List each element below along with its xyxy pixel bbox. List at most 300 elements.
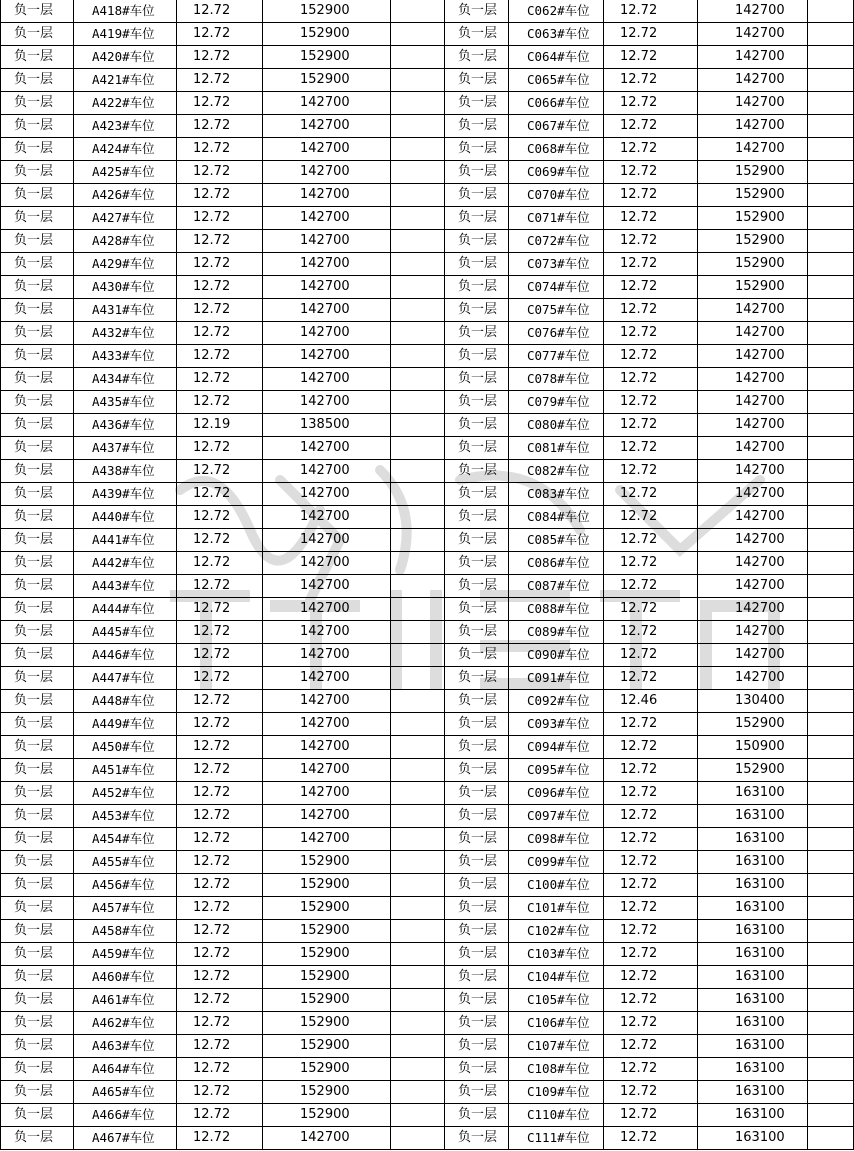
note-cell [391,1081,445,1104]
table-row [1,759,854,782]
price-cell: 142700 [698,667,808,690]
floor-cell: 负一层 [445,92,509,115]
note-cell [391,1035,445,1058]
area-cell: 12.72 [177,828,263,851]
space-code-cell: A434#车位 [74,368,177,391]
note-cell [808,1012,854,1035]
note-cell [391,322,445,345]
floor-cell: 负一层 [445,138,509,161]
space-code-cell: C069#车位 [509,161,604,184]
note-cell [391,483,445,506]
space-code-cell: C082#车位 [509,460,604,483]
note-cell [391,966,445,989]
area-cell: 12.72 [177,989,263,1012]
floor-cell: 负一层 [1,598,74,621]
floor-cell: 负一层 [1,1104,74,1127]
note-cell [391,920,445,943]
floor-cell: 负一层 [445,598,509,621]
note-cell [391,230,445,253]
space-code-cell: C064#车位 [509,46,604,69]
price-cell: 142700 [698,391,808,414]
space-code-cell: A421#车位 [74,69,177,92]
table-row [1,483,854,506]
space-code-cell: A419#车位 [74,23,177,46]
price-cell: 152900 [263,1058,391,1081]
area-cell: 12.72 [177,897,263,920]
space-code-cell: C109#车位 [509,1081,604,1104]
area-cell: 12.72 [177,23,263,46]
note-cell [391,460,445,483]
floor-cell: 负一层 [1,621,74,644]
area-cell: 12.72 [177,437,263,460]
space-code-cell: C079#车位 [509,391,604,414]
price-cell: 142700 [263,276,391,299]
table-row [1,598,854,621]
area-cell: 12.72 [604,989,698,1012]
space-code-cell: A462#车位 [74,1012,177,1035]
space-code-cell: C111#车位 [509,1127,604,1150]
area-cell: 12.46 [604,690,698,713]
price-cell: 163100 [698,1058,808,1081]
floor-cell: 负一层 [1,851,74,874]
note-cell [391,368,445,391]
area-cell: 12.72 [177,529,263,552]
floor-cell: 负一层 [1,552,74,575]
floor-cell: 负一层 [445,805,509,828]
area-cell: 12.72 [604,736,698,759]
floor-cell: 负一层 [1,920,74,943]
table-row [1,920,854,943]
space-code-cell: A461#车位 [74,989,177,1012]
space-code-cell: C072#车位 [509,230,604,253]
table-row [1,989,854,1012]
note-cell [391,621,445,644]
table-row [1,0,854,23]
table-row [1,575,854,598]
area-cell: 12.72 [604,920,698,943]
table-row [1,1104,854,1127]
area-cell: 12.72 [177,460,263,483]
price-cell: 142700 [263,598,391,621]
table-row [1,161,854,184]
note-cell [391,713,445,736]
note-cell [391,943,445,966]
area-cell: 12.72 [177,598,263,621]
area-cell: 12.72 [177,483,263,506]
price-cell: 142700 [698,506,808,529]
floor-cell: 负一层 [445,46,509,69]
price-cell: 142700 [263,230,391,253]
price-cell: 142700 [263,713,391,736]
space-code-cell: A445#车位 [74,621,177,644]
price-cell: 152900 [698,184,808,207]
note-cell [391,506,445,529]
space-code-cell: C073#车位 [509,253,604,276]
price-cell: 163100 [698,1035,808,1058]
space-code-cell: A430#车位 [74,276,177,299]
area-cell: 12.72 [177,46,263,69]
area-cell: 12.72 [604,805,698,828]
floor-cell: 负一层 [445,690,509,713]
area-cell: 12.72 [177,782,263,805]
floor-cell: 负一层 [1,897,74,920]
price-cell: 142700 [263,322,391,345]
area-cell: 12.72 [177,161,263,184]
area-cell: 12.72 [177,1127,263,1150]
floor-cell: 负一层 [445,736,509,759]
note-cell [391,345,445,368]
floor-cell: 负一层 [1,207,74,230]
note-cell [391,690,445,713]
space-code-cell: A455#车位 [74,851,177,874]
area-cell: 12.72 [177,690,263,713]
space-code-cell: C086#车位 [509,552,604,575]
space-code-cell: A463#车位 [74,1035,177,1058]
price-cell: 142700 [698,0,808,23]
floor-cell: 负一层 [445,23,509,46]
space-code-cell: A464#车位 [74,1058,177,1081]
space-code-cell: C078#车位 [509,368,604,391]
note-cell [391,736,445,759]
note-cell [391,276,445,299]
area-cell: 12.72 [604,1058,698,1081]
note-cell [808,598,854,621]
area-cell: 12.72 [604,184,698,207]
note-cell [808,161,854,184]
price-cell: 142700 [263,828,391,851]
table-row [1,115,854,138]
note-cell [808,69,854,92]
space-code-cell: C080#车位 [509,414,604,437]
table-row [1,460,854,483]
floor-cell: 负一层 [445,667,509,690]
note-cell [808,989,854,1012]
floor-cell: 负一层 [445,920,509,943]
area-cell: 12.72 [177,851,263,874]
area-cell: 12.72 [177,322,263,345]
price-cell: 142700 [698,414,808,437]
price-cell: 142700 [698,115,808,138]
note-cell [808,391,854,414]
space-code-cell: C062#车位 [509,0,604,23]
floor-cell: 负一层 [1,1058,74,1081]
area-cell: 12.72 [604,552,698,575]
floor-cell: 负一层 [1,529,74,552]
floor-cell: 负一层 [445,69,509,92]
price-cell: 142700 [263,575,391,598]
floor-cell: 负一层 [1,690,74,713]
price-cell: 142700 [698,138,808,161]
note-cell [808,207,854,230]
note-cell [808,437,854,460]
space-code-cell: A459#车位 [74,943,177,966]
table-row [1,1035,854,1058]
table-row [1,828,854,851]
space-code-cell: A460#车位 [74,966,177,989]
note-cell [391,299,445,322]
space-code-cell: A422#车位 [74,92,177,115]
space-code-cell: A456#车位 [74,874,177,897]
floor-cell: 负一层 [445,782,509,805]
area-cell: 12.72 [177,874,263,897]
price-cell: 142700 [698,437,808,460]
space-code-cell: C104#车位 [509,966,604,989]
table-row [1,782,854,805]
price-cell: 142700 [263,690,391,713]
floor-cell: 负一层 [445,1127,509,1150]
floor-cell: 负一层 [1,713,74,736]
note-cell [808,483,854,506]
space-code-cell: C107#车位 [509,1035,604,1058]
note-cell [808,322,854,345]
space-code-cell: A427#车位 [74,207,177,230]
space-code-cell: C102#车位 [509,920,604,943]
space-code-cell: A457#车位 [74,897,177,920]
space-code-cell: A446#车位 [74,644,177,667]
price-cell: 163100 [698,874,808,897]
area-cell: 12.72 [177,805,263,828]
note-cell [391,23,445,46]
space-code-cell: C103#车位 [509,943,604,966]
table-row [1,414,854,437]
price-cell: 138500 [263,414,391,437]
area-cell: 12.72 [604,230,698,253]
area-cell: 12.72 [177,575,263,598]
note-cell [391,1127,445,1150]
table-row [1,230,854,253]
price-cell: 142700 [263,368,391,391]
table-row [1,667,854,690]
area-cell: 12.72 [604,483,698,506]
note-cell [391,0,445,23]
space-code-cell: A437#车位 [74,437,177,460]
table-row [1,529,854,552]
price-cell: 142700 [263,253,391,276]
note-cell [808,46,854,69]
note-cell [808,851,854,874]
area-cell: 12.72 [177,552,263,575]
note-cell [391,92,445,115]
area-cell: 12.72 [604,276,698,299]
space-code-cell: A433#车位 [74,345,177,368]
note-cell [391,115,445,138]
floor-cell: 负一层 [445,230,509,253]
table-row [1,1012,854,1035]
floor-cell: 负一层 [1,414,74,437]
area-cell: 12.72 [177,0,263,23]
area-cell: 12.72 [177,943,263,966]
space-code-cell: A439#车位 [74,483,177,506]
note-cell [808,138,854,161]
floor-cell: 负一层 [445,437,509,460]
area-cell: 12.72 [604,897,698,920]
space-code-cell: A436#车位 [74,414,177,437]
area-cell: 12.72 [177,736,263,759]
floor-cell: 负一层 [445,713,509,736]
space-code-cell: A428#车位 [74,230,177,253]
area-cell: 12.72 [177,966,263,989]
space-code-cell: C094#车位 [509,736,604,759]
floor-cell: 负一层 [1,92,74,115]
floor-cell: 负一层 [445,253,509,276]
note-cell [808,713,854,736]
note-cell [808,575,854,598]
floor-cell: 负一层 [445,1058,509,1081]
price-cell: 142700 [263,391,391,414]
note-cell [808,828,854,851]
price-cell: 163100 [698,782,808,805]
space-code-cell: C090#车位 [509,644,604,667]
space-code-cell: A443#车位 [74,575,177,598]
floor-cell: 负一层 [1,230,74,253]
price-cell: 152900 [263,1104,391,1127]
note-cell [391,874,445,897]
table-row [1,437,854,460]
table-row [1,552,854,575]
table-row [1,874,854,897]
price-cell: 142700 [698,368,808,391]
table-body [1,0,854,1150]
area-cell: 12.72 [604,621,698,644]
floor-cell: 负一层 [445,644,509,667]
note-cell [808,874,854,897]
table-row [1,736,854,759]
price-cell: 142700 [263,92,391,115]
space-code-cell: A432#车位 [74,322,177,345]
area-cell: 12.72 [604,115,698,138]
price-cell: 142700 [698,299,808,322]
table-row [1,69,854,92]
price-cell: 142700 [698,46,808,69]
note-cell [808,966,854,989]
area-cell: 12.72 [604,1012,698,1035]
space-code-cell: C077#车位 [509,345,604,368]
price-cell: 142700 [263,506,391,529]
table-row [1,184,854,207]
price-cell: 152900 [263,989,391,1012]
price-cell: 152900 [263,1081,391,1104]
price-cell: 142700 [698,598,808,621]
price-cell: 163100 [698,828,808,851]
note-cell [808,621,854,644]
area-cell: 12.72 [177,276,263,299]
price-cell: 152900 [263,920,391,943]
table-row [1,851,854,874]
price-cell: 163100 [698,805,808,828]
space-code-cell: C110#车位 [509,1104,604,1127]
price-cell: 163100 [698,897,808,920]
note-cell [808,506,854,529]
floor-cell: 负一层 [1,759,74,782]
space-code-cell: A458#车位 [74,920,177,943]
area-cell: 12.72 [604,828,698,851]
space-code-cell: C068#车位 [509,138,604,161]
table-row [1,322,854,345]
floor-cell: 负一层 [1,1081,74,1104]
floor-cell: 负一层 [1,1012,74,1035]
price-cell: 142700 [263,1127,391,1150]
note-cell [808,0,854,23]
price-cell: 142700 [263,460,391,483]
space-code-cell: C089#车位 [509,621,604,644]
table-row [1,1127,854,1150]
area-cell: 12.72 [604,966,698,989]
space-code-cell: C093#车位 [509,713,604,736]
price-cell: 152900 [263,966,391,989]
area-cell: 12.72 [604,138,698,161]
note-cell [391,805,445,828]
table-row [1,805,854,828]
table-row [1,207,854,230]
price-cell: 152900 [263,46,391,69]
space-code-cell: C100#车位 [509,874,604,897]
space-code-cell: C087#车位 [509,575,604,598]
space-code-cell: C091#车位 [509,667,604,690]
area-cell: 12.72 [177,368,263,391]
space-code-cell: A431#车位 [74,299,177,322]
space-code-cell: C095#车位 [509,759,604,782]
note-cell [391,161,445,184]
area-cell: 12.72 [604,92,698,115]
price-cell: 142700 [263,736,391,759]
space-code-cell: A449#车位 [74,713,177,736]
area-cell: 12.72 [604,644,698,667]
note-cell [391,138,445,161]
note-cell [808,1104,854,1127]
price-cell: 142700 [263,437,391,460]
floor-cell: 负一层 [445,759,509,782]
note-cell [808,230,854,253]
table-row [1,299,854,322]
note-cell [391,575,445,598]
price-cell: 142700 [698,460,808,483]
space-code-cell: A467#车位 [74,1127,177,1150]
note-cell [391,529,445,552]
area-cell: 12.72 [177,184,263,207]
floor-cell: 负一层 [1,0,74,23]
note-cell [391,759,445,782]
area-cell: 12.72 [177,69,263,92]
floor-cell: 负一层 [1,345,74,368]
area-cell: 12.72 [177,207,263,230]
note-cell [808,1081,854,1104]
area-cell: 12.72 [604,299,698,322]
floor-cell: 负一层 [1,506,74,529]
note-cell [391,1012,445,1035]
area-cell: 12.72 [177,345,263,368]
table-row [1,368,854,391]
note-cell [391,598,445,621]
price-cell: 142700 [263,115,391,138]
space-code-cell: A454#车位 [74,828,177,851]
price-cell: 163100 [698,1081,808,1104]
floor-cell: 负一层 [445,552,509,575]
floor-cell: 负一层 [1,1127,74,1150]
price-cell: 142700 [263,138,391,161]
price-cell: 142700 [263,529,391,552]
price-cell: 152900 [263,1012,391,1035]
space-code-cell: C106#车位 [509,1012,604,1035]
floor-cell: 负一层 [1,437,74,460]
price-cell: 142700 [698,644,808,667]
space-code-cell: C101#车位 [509,897,604,920]
note-cell [391,897,445,920]
area-cell: 12.72 [604,345,698,368]
floor-cell: 负一层 [1,989,74,1012]
note-cell [808,552,854,575]
area-cell: 12.72 [177,759,263,782]
space-code-cell: A424#车位 [74,138,177,161]
